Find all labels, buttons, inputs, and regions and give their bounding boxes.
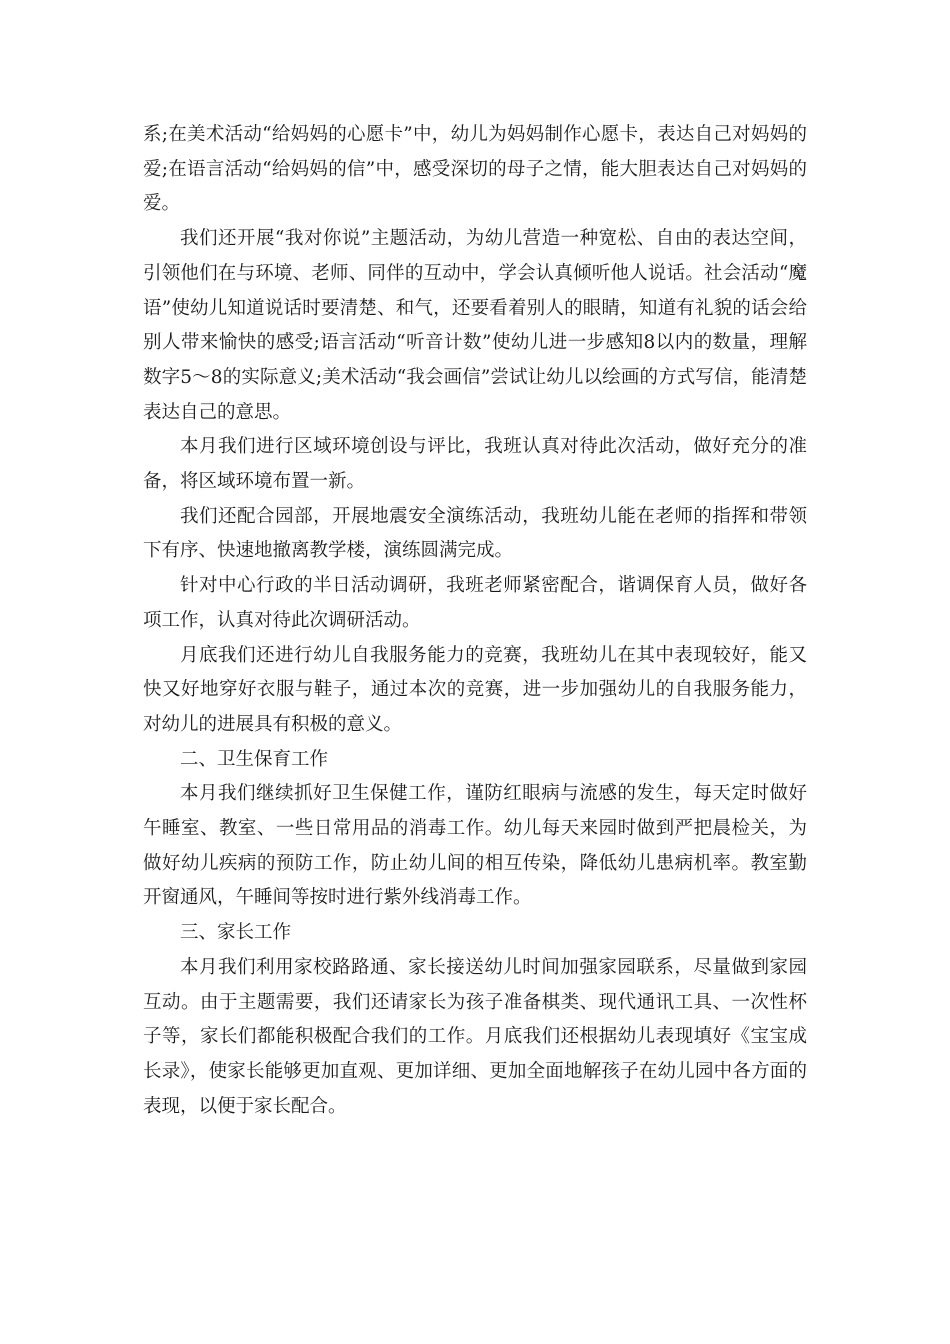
paragraph-self-service-contest: 月底我们还进行幼儿自我服务能力的竞赛，我班幼儿在其中表现较好，能又快又好地穿好衣服与鞋子，通过本次的竞赛，进一步加强幼儿的自我服务能力，对幼儿的进展具有积极的意义。 bbox=[143, 644, 807, 735]
document-body bbox=[143, 118, 807, 1124]
paragraph-half-day-research: 针对中心行政的半日活动调研，我班老师紧密配合，谐调保育人员，做好各项工作，认真对待此次调研活动。 bbox=[143, 575, 807, 631]
paragraph-hygiene-work: 本月我们继续抓好卫生保健工作，谨防红眼病与流感的发生，每天定时做好午睡室、教室、一些日常用品的消毒工作。幼儿每天来园时做到严把晨检关，为做好幼儿疾病的预防工作，防止幼儿间的相互传染，降低幼儿患病机率。教室勤开窗通风，午睡间等按时进行紫外线消毒工作。 bbox=[143, 783, 807, 909]
paragraph-earthquake-drill: 我们还配合园部，开展地震安全演练活动，我班幼儿能在老师的指挥和带领下有序、快速地撤离教学楼，演练圆满完成。 bbox=[143, 505, 807, 562]
paragraph-me-to-you-activity: 我们还开展“我对你说”主题活动，为幼儿营造一种宽松、自由的表达空间，引领他们在与环境、老师、同伴的互动中，学会认真倾听他人说话。社会活动“魔语”使幼儿知道说话时要清楚、和气，还要看着别人的眼睛，知道有礼貌的话会给别人带来愉快的感受;语言活动“听音计数”使幼儿进一步感知8以内的数量，理解数字5～8的实际意义;美术活动“我会画信”尝试让幼儿以绘画的方式写信，能清楚表达自己的意思。 bbox=[143, 228, 807, 423]
section-heading-parents: 三、家长工作 bbox=[180, 922, 292, 944]
paragraph-area-environment: 本月我们进行区域环境创设与评比，我班认真对待此次活动，做好充分的准备，将区域环境布置一新。 bbox=[143, 436, 807, 493]
section-heading-hygiene: 二、卫生保育工作 bbox=[180, 748, 329, 770]
paragraph-continuation: 系;在美术活动“给妈妈的心愿卡”中，幼儿为妈妈制作心愿卡，表达自己对妈妈的爱;在语言活动“给妈妈的信”中，感受深切的母子之情，能大胆表达自己对妈妈的爱。 bbox=[143, 124, 807, 215]
paragraph-parents-work: 本月我们利用家校路路通、家长接送幼儿时间加强家园联系，尽量做到家园互动。由于主题需要，我们还请家长为孩子准备棋类、现代通讯工具、一次性杯子等，家长们都能积极配合我们的工作。月底我们还根据幼儿表现填好《宝宝成长录》，使家长能够更加直观、更加详细、更加全面地解孩子在幼儿园中各方面的表现，以便于家长配合。 bbox=[143, 956, 807, 1117]
